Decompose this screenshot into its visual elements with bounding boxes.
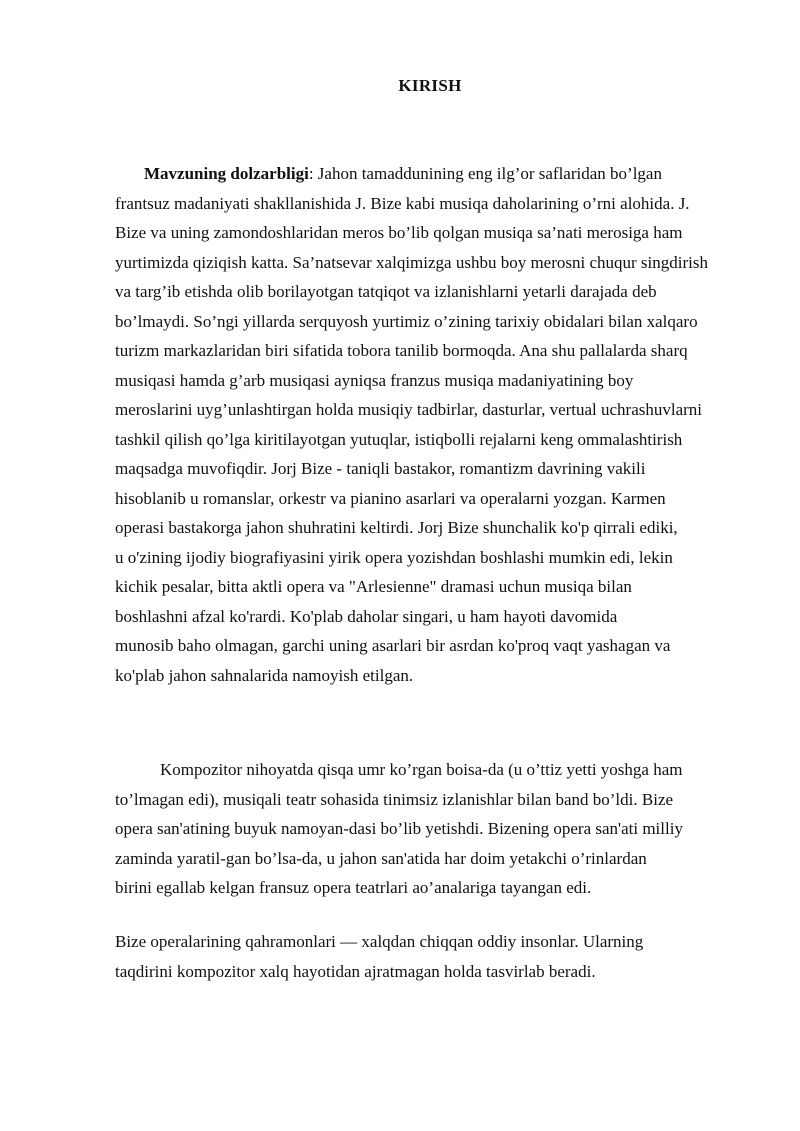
paragraph-line: opera san'atining buyuk namoyan-dasi bo’lib yetishdi. Bizening opera san'ati milliy bbox=[115, 819, 683, 838]
paragraph-line: birini egallab kelgan fransuz opera teatrlari ao’analariga tayangan edi. bbox=[115, 878, 592, 897]
paragraph-line: boshlashni afzal ko'rardi. Ko'plab daholar singari, u ham hayoti davomida bbox=[115, 606, 618, 626]
paragraph-line: zaminda yaratil-gan bo’lsa-da, u jahon san'atida har doim yetakchi o’rinlardan bbox=[115, 848, 647, 868]
paragraph-line: va targ’ib etishda olib borilayotgan tatqiqot va izlanishlarni yetarli darajada deb bbox=[115, 282, 657, 301]
paragraph-relevance bbox=[115, 159, 765, 690]
paragraph-line: frantsuz madaniyati shakllanishida J. Bize kabi musiqa daholarining o’rni alohida. J. bbox=[115, 193, 690, 213]
paragraph-line: Bize va uning zamondoshlaridan meros bo’lib qolgan musiqa sa’nati merosiga ham bbox=[115, 223, 683, 242]
paragraph-composer bbox=[115, 755, 765, 903]
paragraph-line: kichik pesalar, bitta aktli opera va "Arlesienne" dramasi uchun musiqa bilan bbox=[115, 577, 632, 596]
paragraph-line: ko'plab jahon sahnalarida namoyish etilgan. bbox=[115, 665, 414, 685]
paragraph-line: u o'zining ijodiy biografiyasini yirik opera yozishdan boshlashi mumkin edi, lekin bbox=[115, 547, 673, 567]
relevance-lead: Mavzuning dolzarbligi bbox=[144, 164, 309, 183]
paragraph-line: bo’lmaydi. So’ngi yillarda serquyosh yurtimiz o’zining tarixiy obidalari bilan xalqaro bbox=[115, 311, 698, 331]
paragraph-line: turizm markazlaridan biri sifatida tobora tanilib bormoqda. Ana shu pallalarda sharq bbox=[115, 341, 688, 360]
paragraph-line: Kompozitor nihoyatda qisqa umr ko’rgan boisa-da (u o’ttiz yetti yoshga ham bbox=[160, 760, 683, 779]
paragraph-line: yurtimizda qiziqish katta. Sa’natsevar xalqimizga ushbu boy merosni chuqur singdirish bbox=[115, 252, 708, 272]
paragraph-line: munosib baho olmagan, garchi uning asarlari bir asrdan ko'proq vaqt yashagan va bbox=[115, 636, 671, 655]
paragraph-line: tashkil qilish qo’lga kiritilayotgan yutuqlar, istiqbolli rejalarni keng ommalashtirish bbox=[115, 429, 683, 449]
paragraph-line bbox=[115, 159, 765, 189]
paragraph-line: meroslarini uyg’unlashtirgan holda musiqiy tadbirlar, dasturlar, vertual uchrashuvlarni bbox=[115, 400, 703, 419]
paragraph-line: taqdirini kompozitor xalq hayotidan ajratmagan holda tasvirlab beradi. bbox=[115, 961, 596, 981]
relevance-lead-continuation: : Jahon tamaddunining eng ilg’or saflaridan bo’lgan bbox=[308, 164, 662, 183]
paragraph-line: maqsadga muvofiqdir. Jorj Bize - taniqli bastakor, romantizm davrining vakili bbox=[115, 459, 646, 478]
paragraph-line: operasi bastakorga jahon shuhratini keltirdi. Jorj Bize shunchalik ko'p qirrali ediki, bbox=[115, 518, 678, 537]
section-heading: KIRISH bbox=[398, 76, 462, 95]
paragraph-heroes bbox=[115, 927, 765, 986]
paragraph-line: musiqasi hamda g’arb musiqasi ayniqsa franzus musiqa madaniyatining boy bbox=[115, 370, 634, 390]
paragraph-line: hisoblanib u romanslar, orkestr va pianino asarlari va operalarni yozgan. Karmen bbox=[115, 488, 666, 508]
paragraph-line: Bize operalarining qahramonlari — xalqdan chiqqan oddiy insonlar. Ularning bbox=[115, 932, 644, 951]
paragraph-line: to’lmagan edi), musiqali teatr sohasida tinimsiz izlanishlar bilan band bo’ldi. Bize bbox=[115, 789, 674, 809]
